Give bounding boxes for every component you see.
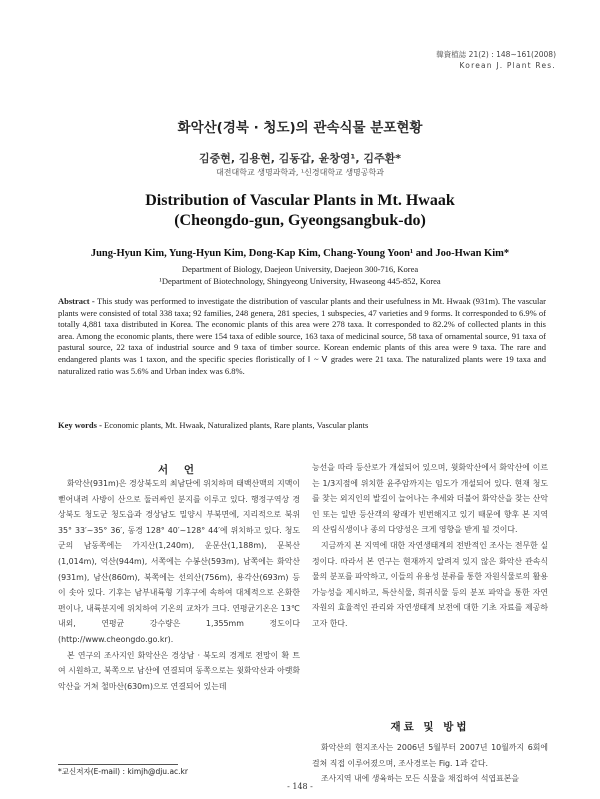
intro-paragraph-1: 화악산(931m)은 경상북도의 최남단에 위치하며 태백산맥의 지맥이 뻗어내려 사방이 산으로 둘러싸인 분지를 이루고 있다. 행정구역상 경상북도 청도군 청도읍과 경상남도 밀양시 부북면에, 지리적으로 북위 35° 33′~35° 36′, 동경 128° 40′~128° 44′에 위치하고 있다. 청도군의 남동쪽에는 가지산(1,240m), 운문산(1,188m), 문복산(1,014m), 억산(944m), 서쪽에는 수봉산(593m), 남쪽에는 화악산(931m), 남산(860m), 북쪽에는 선의산(756m), 용각산(693m) 등이 솟아 있다. 기후는 남부내륙형 기후구에 속하여 대체적으로 온화한 편이나, 내륙분지에 위치하여 기온의 교차가 크다. 연평균기온은 13℃ 내외, 연평균 강수량은 1,355mm 정도이다(http://www.cheongdo.go.kr). [58,479,300,644]
page-number: - 148 - [287,782,313,791]
methods-column [312,740,548,787]
affiliation-english [0,263,600,287]
keywords-label: Key words - [58,420,105,430]
intro-heading: 서 언 [158,464,200,476]
abstract-text: This study was performed to investigate the distribution of vascular plants and their usefulness in Mt. Hwaak (931m). The vascular plants were consisted of total 338 taxa; 92 families, 248 genera, 281 species, 1 subspecies, 47 varieties and 9 forms. It corresponded to 6.9% of totally 4,881 taxa distributed in Korea. The economic plants of this area were 278 taxa. It corresponded to 82.2% of collected plants in this area. Among the economic plants, there were 154 taxa of edible source, 163 taxa of medicinal source, 58 taxa of ornamental source, 91 taxa of pastural source, 22 taxa of industrial source and 9 taxa of timber source. Korean endemic plants of this area were 9 taxa. The rare and endangered plants was 1 taxon, and the specific species floristically of Ⅰ ~ Ⅴ grades were 21 taxa. The naturalized plants were 19 taxa and naturalized ratio was 5.6% and Urban index was 6.8%. [58,296,546,376]
affiliation-english-line1: Department of Biology, Daejeon University, Daejeon 300-716, Korea [181,264,419,274]
title-english-line1: Distribution of Vascular Plants in Mt. Hwaak [145,192,455,209]
abstract-label: Abstract - [58,296,98,306]
intro-paragraph-2: 본 연구의 조사지인 화악산은 경상남 · 북도의 경계로 전망이 확 트여 시원하고, 북쪽으로 남산에 연결되며 동쪽으로는 윗화악산과 아랫화악산을 거쳐 철마산(630m)으로 연결되어 있는데 [58,650,300,691]
journal-reference [316,49,556,71]
corresponding-author-footnote: *교신저자(E-mail) : kimjh@dju.ac.kr [58,767,188,776]
intro-paragraph-continued: 능선을 따라 등산로가 개설되어 있으며, 윗화악산에서 화악산에 이르는 1/3지점에 위치한 윤주암까지는 임도가 개설되어 있다. 현재 청도를 찾는 외지인의 발길이 늘어나는 추세와 더불어 화악산을 찾는 산악인 또는 일반 등산객의 왕래가 빈번해지고 있기 때문에 향후 본 지역의 산림식생이나 종의 다양성은 크게 영향을 받게 될 것이다. [312,463,549,535]
abstract [58,296,546,377]
authors-english: Jung-Hyun Kim, Yung-Hyun Kim, Dong-Kap Kim, Chang-Young Yoon¹ and Joo-Hwan Kim* [90,248,510,259]
authors-korean: 김중현, 김용현, 김동갑, 윤창영¹, 김주환* [199,152,401,165]
keywords [58,420,546,430]
keywords-text: Economic plants, Mt. Hwaak, Naturalized plants, Rare plants, Vascular plants [104,420,369,430]
journal-ref-english: Korean J. Plant Res. [459,61,556,70]
title-english [0,191,600,231]
methods-paragraph-2: 조사지역 내에 생육하는 모든 식물을 채집하여 석엽표본을 [321,774,519,784]
left-column [58,476,300,694]
title-english-line2: (Cheongdo-gun, Gyeongsangbuk-do) [174,212,426,229]
footnote-divider [58,764,178,765]
right-column [312,460,548,632]
methods-paragraph-1: 화악산의 현지조사는 2006년 5월부터 2007년 10월까지 6회에 걸쳐 직접 이루어졌으며, 조사경로는 Fig. 1과 같다. [312,743,548,768]
title-korean: 화악산(경북 · 청도)의 관속식물 분포현황 [177,120,423,136]
affiliation-korean: 대전대학교 생명과학과, ¹신경대학교 생명공학과 [216,168,384,177]
methods-heading: 재료 및 방법 [390,721,470,733]
intro-paragraph-3: 지금까지 본 지역에 대한 자연생태계의 전반적인 조사는 전무한 실정이다. 따라서 본 연구는 현재까지 알려져 있지 않은 화악산 관속식물의 분포를 파악하고, 이들의 유용성 분류를 통한 자원식물로의 활용 가능성을 제시하고, 특산식물, 희귀식물 등의 분포 파악을 통한 자연자원의 효율적인 관리와 자연생태계 보전에 대한 기초 자료를 제공하고자 한다. [312,540,549,628]
journal-ref-korean: 韓資植誌 21(2) : 148~161(2008) [436,50,556,59]
affiliation-english-line2: ¹Department of Biotechnology, Shingyeong University, Hwaseong 445-852, Korea [159,276,441,286]
